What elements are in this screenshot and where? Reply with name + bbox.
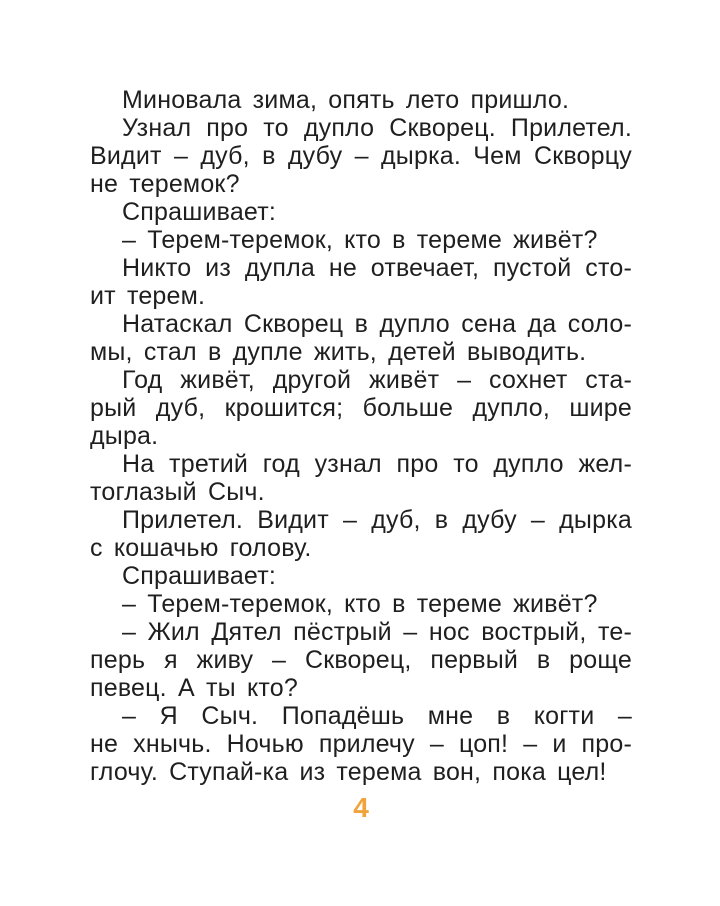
text-line: ит терем.: [90, 282, 206, 310]
text-line: мы, стал в дупле жить, детей выводить.: [90, 338, 587, 366]
text-line: Узнал про то дупло Скворец. Прилетел.: [122, 114, 632, 142]
text-line: – Терем-теремок, кто в тереме живёт?: [122, 590, 598, 618]
text-line: На третий год узнал про то дупло жел-: [122, 450, 632, 478]
page-number: 4: [353, 792, 369, 823]
text-line: Видит – дуб, в дубу – дырка. Чем Скворцу: [90, 142, 632, 170]
text-line: Натаскал Скворец в дупло сена да соло-: [122, 310, 632, 338]
text-line: не хнычь. Ночью прилечу – цоп! – и про-: [90, 730, 632, 758]
text-line: Спрашивает:: [122, 198, 276, 226]
text-line: Прилетел. Видит – дуб, в дубу – дырка: [122, 506, 632, 534]
text-line: перь я живу – Скворец, первый в роще: [90, 646, 632, 674]
text-line: дыра.: [90, 422, 159, 450]
text-line: Спрашивает:: [122, 562, 276, 590]
text-line: тоглазый Сыч.: [90, 478, 265, 506]
text-line: Миновала зима, опять лето пришло.: [122, 86, 570, 114]
text-line: Год живёт, другой живёт – сохнет ста-: [122, 366, 632, 394]
text-line: не теремок?: [90, 170, 240, 198]
text-line: – Я Сыч. Попадёшь мне в когти –: [122, 702, 632, 730]
text-line: – Терем-теремок, кто в тереме живёт?: [122, 226, 598, 254]
text-line: Никто из дупла не отвечает, пустой сто-: [122, 254, 632, 282]
text-line: глочу. Ступай-ка из терема вон, пока цел!: [90, 758, 607, 786]
text-line: рый дуб, крошится; больше дупло, шире: [90, 394, 632, 422]
text-line: певец. А ты кто?: [90, 674, 298, 702]
text-line: – Жил Дятел пёстрый – нос вострый, те-: [122, 618, 632, 646]
page-text-block: [90, 86, 632, 786]
text-line: с кошачью голову.: [90, 534, 312, 562]
